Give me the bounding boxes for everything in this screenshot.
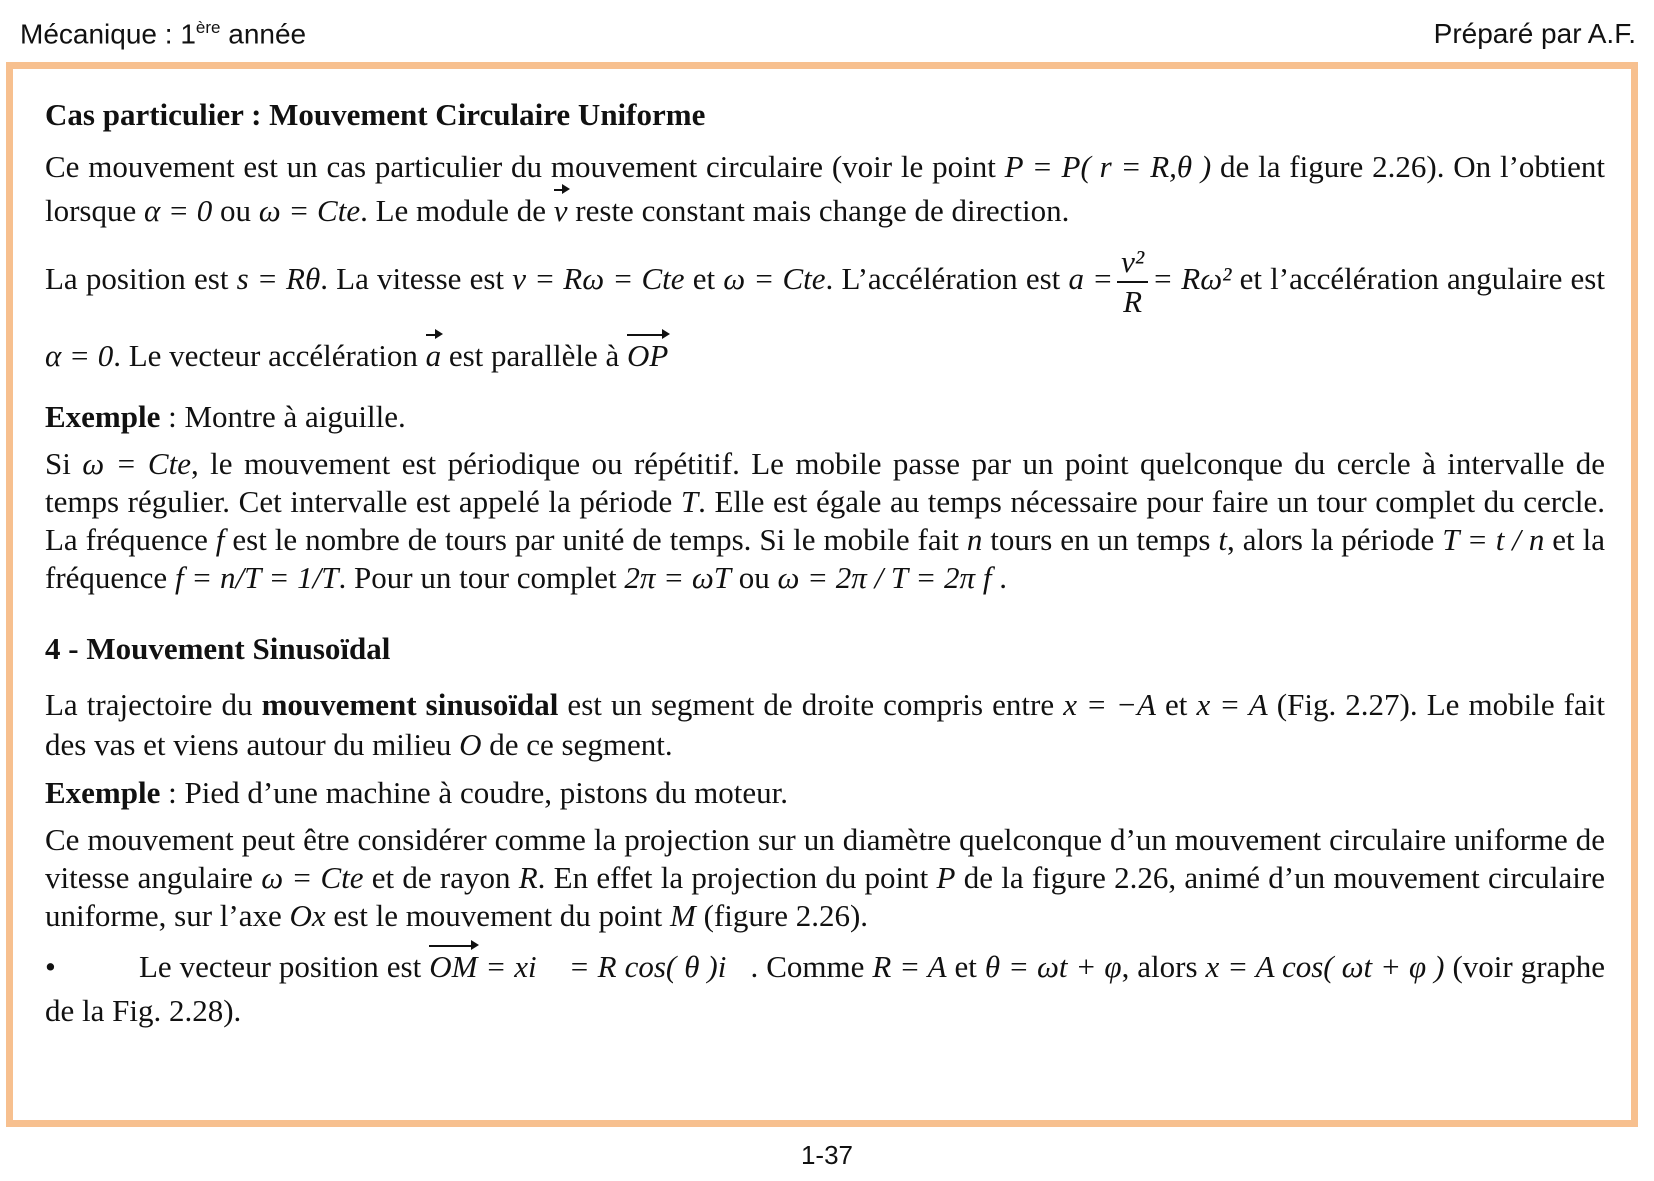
math-frequency-f: f bbox=[215, 522, 225, 557]
math-full-turn: 2π = ωT bbox=[624, 560, 731, 595]
vector-om: OM bbox=[429, 949, 478, 984]
math-m: M bbox=[670, 898, 696, 933]
section2-bullet-paragraph: • Le vecteur position est OM = xi⃗ = R cos( θ )i⃗. Comme R = A et θ = ωt + φ, alors x = A cos( ωt + φ ) (voir graphe de la Fig. 2.28). bbox=[45, 945, 1605, 1033]
math-accel-lhs: a = bbox=[1068, 261, 1114, 297]
math-position: s = Rθ bbox=[236, 261, 321, 297]
header-author: Préparé par A.F. bbox=[1433, 18, 1636, 49]
section2-paragraph2: Ce mouvement peut être considérer comme la projection sur un diamètre quelconque d’un mouvement circulaire uniforme de vitesse angulaire ω = Cte et de rayon R. En effet la projection du point P de la figure 2.26, animé d’un mouvement circulaire uniforme, sur l’axe Ox est le mouvement du point M (figure 2.26). bbox=[45, 822, 1605, 933]
math-omega-cte-4: ω = Cte bbox=[261, 860, 364, 895]
fraction-v2-over-r bbox=[1117, 243, 1148, 321]
header-superscript: ère bbox=[195, 18, 221, 37]
math-omega-cte-2: ω = Cte bbox=[723, 261, 826, 297]
math-omega-cte-3: ω = Cte bbox=[82, 446, 191, 481]
bullet-icon: • bbox=[45, 949, 56, 984]
math-o: O bbox=[459, 727, 482, 762]
math-omega-formula: ω = 2π / T = 2π f bbox=[777, 560, 992, 595]
section1-paragraph2: La position est s = Rθ. La vitesse est v = Rω = Cte et ω = Cte. L’accélération est a = $\frac{\text{v²}}{R}$ = Rω² et l’accélération angulaire est α = 0. Le vecteur accélération a est parallèle à OP bbox=[45, 244, 1605, 373]
page-number: 1-37 bbox=[800, 1140, 854, 1170]
example-label-2: Exemple bbox=[45, 775, 161, 810]
section2-title: 4 - Mouvement Sinusoïdal bbox=[45, 631, 391, 666]
vector-a: a bbox=[425, 338, 442, 373]
vector-op: OP bbox=[627, 338, 669, 373]
math-n: n bbox=[966, 522, 983, 557]
math-period-t: T bbox=[680, 484, 699, 519]
math-x-cos: x = A cos( ωt + φ ) bbox=[1205, 949, 1445, 984]
math-x-minus-a: x = −A bbox=[1063, 687, 1156, 722]
section2-paragraph1: La trajectoire du mouvement sinusoïdal est un segment de droite compris entre x = −A et x = A (Fig. 2.27). Le mobile fait des vas et viens autour du milieu O de ce segment. bbox=[45, 687, 1605, 762]
math-point-p: P = P( r = R,θ ) bbox=[1004, 149, 1212, 184]
section2-example: Exemple : Pied d’une machine à coudre, pistons du moteur. bbox=[45, 775, 788, 810]
vector-v: v bbox=[553, 193, 568, 228]
math-x-a: x = A bbox=[1196, 687, 1268, 722]
section1-paragraph1: Ce mouvement est un cas particulier du mouvement circulaire (voir le point P = P( r = R,θ ) de la figure 2.26). On l’obtient lorsque α = 0 ou ω = Cte. Le module de v reste constant mais change de direction. bbox=[45, 149, 1605, 228]
fraction-denominator: R bbox=[1123, 284, 1143, 319]
fraction-numerator: v² bbox=[1117, 243, 1148, 283]
section1-example: Exemple : Montre à aiguille. bbox=[45, 399, 406, 434]
section1-title: Cas particulier : Mouvement Circulaire Uniforme bbox=[45, 97, 706, 132]
math-r-a: R = A bbox=[872, 949, 947, 984]
math-omega-cte: ω = Cte bbox=[258, 193, 361, 228]
math-period-formula: T = t / n bbox=[1442, 522, 1545, 557]
math-om-formula: = xi⃗ = R cos( θ )i⃗ bbox=[477, 949, 751, 984]
bold-sinusoidal: mouvement sinusoïdal bbox=[261, 687, 559, 722]
math-alpha-zero-2: α = 0 bbox=[45, 338, 114, 373]
math-accel-rhs: = Rω² bbox=[1152, 261, 1232, 297]
math-t: t bbox=[1218, 522, 1228, 557]
math-theta: θ = ωt + φ bbox=[984, 949, 1122, 984]
math-alpha-zero: α = 0 bbox=[144, 193, 213, 228]
header-course-title: Mécanique : 1ère année bbox=[20, 18, 307, 50]
section1-paragraph3: Si ω = Cte, le mouvement est périodique ou répétitif. Le mobile passe par un point quelconque du cercle à intervalle de temps régulier. Cet intervalle est appelé la période T. Elle est égale au temps nécessaire pour faire un tour complet du cercle. La fréquence f est le nombre de tours par unité de temps. Si le mobile fait n tours en un temps t, alors la période T = t / n et la fréquence f = n/T = 1/T. Pour un tour complet 2π = ωT ou ω = 2π / T = 2π f . bbox=[45, 446, 1606, 595]
content-frame bbox=[6, 62, 1638, 1127]
content-body bbox=[45, 95, 1605, 1033]
math-frequency-formula: f = n/T = 1/T bbox=[174, 560, 339, 595]
math-velocity: v = Rω = Cte bbox=[512, 261, 685, 297]
math-ox: Ox bbox=[289, 898, 326, 933]
math-p: P bbox=[936, 860, 956, 895]
math-r: R bbox=[518, 860, 538, 895]
example-label: Exemple bbox=[45, 399, 161, 434]
